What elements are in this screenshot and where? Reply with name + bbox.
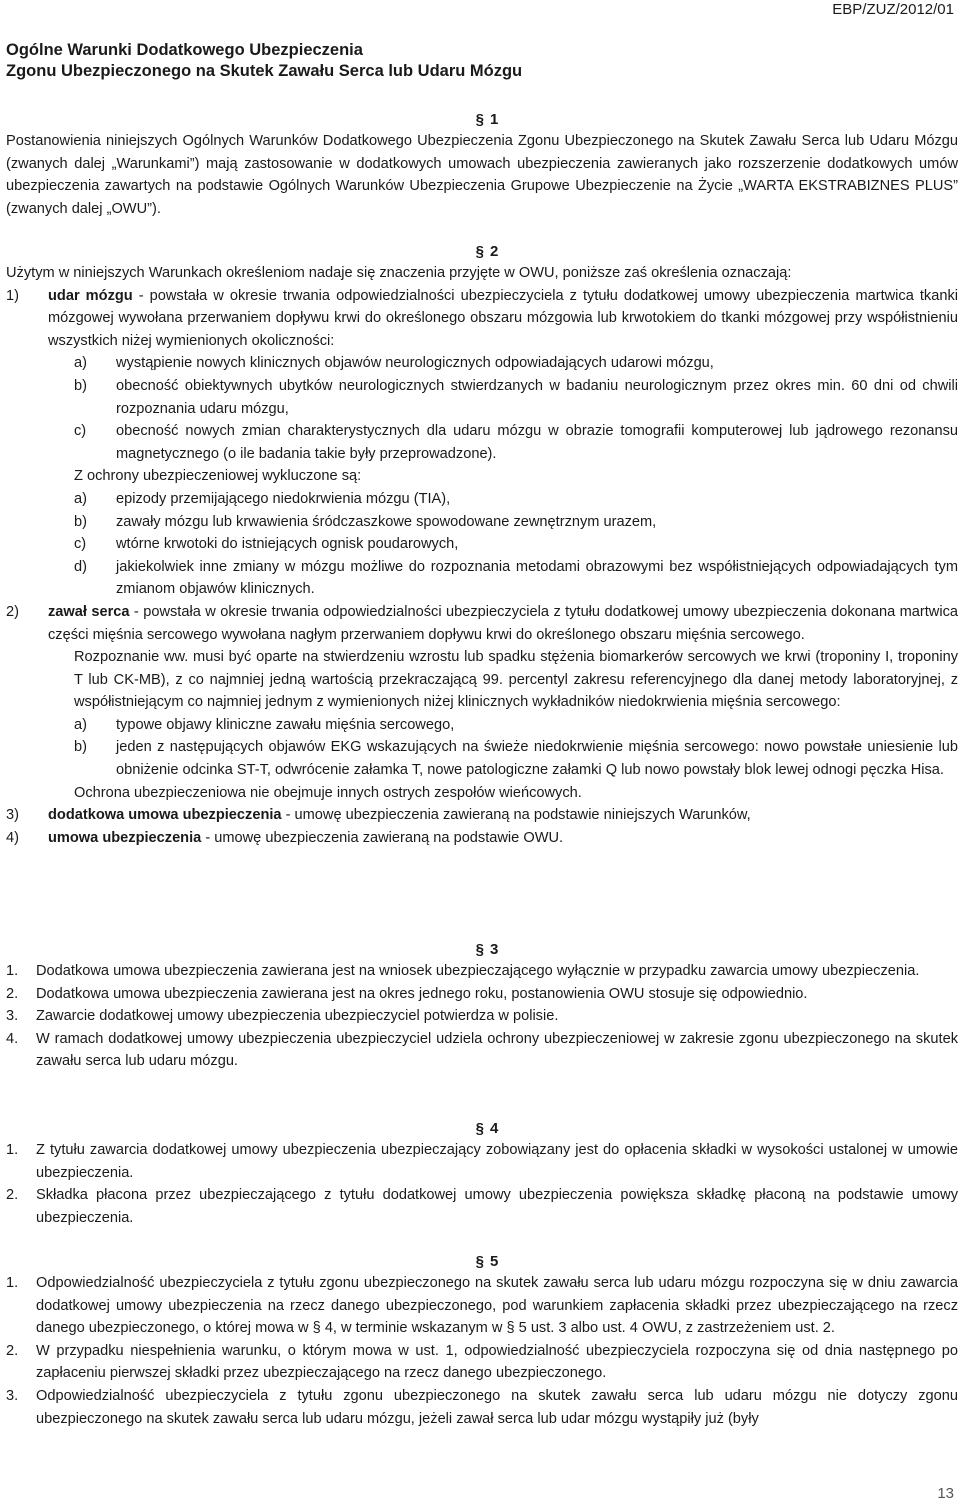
section-2 bbox=[6, 242, 958, 849]
section-paragraph: Postanowienia niniejszych Ogólnych Warunków Dodatkowego Ubezpieczenia Zgonu Ubezpieczonego na Skutek Zawału Serca lub Udaru Mózgu (zwanych dalej „Warunkami”) mają zastosowanie w dodatkowych umowach ubezpieczenia zawieranych jako rozszerzenie dodatkowych umów ubezpieczenia zawartych na podstawie Ogólnych Warunków Ubezpieczenia Grupowe Ubezpieczenie na Życie „WARTA EKSTRABIZNES PLUS” (zwanych dalej „OWU”). bbox=[6, 133, 958, 217]
section-heading bbox=[6, 940, 958, 960]
list-item: 2. Dodatkowa umowa ubezpieczenia zawierana jest na okres jednego roku, postanowienia OWU stosuje się odpowiednio. bbox=[6, 985, 808, 1002]
exclusions-intro: Z ochrony ubezpieczeniowej wykluczone są: bbox=[74, 468, 362, 485]
section-heading bbox=[6, 242, 958, 262]
condition-list bbox=[6, 352, 958, 465]
list-item: c) obecność nowych zmian charakterystycznych dla udaru mózgu w obrazie tomografii komputerowej lub jądrowego rezonansu magnetycznego (o ile badania takie były przeprowadzone). bbox=[74, 423, 958, 462]
section-number: 5 bbox=[490, 1253, 499, 1270]
document-code: EBP/ZUZ/2012/01 bbox=[832, 1, 954, 18]
section-3 bbox=[6, 940, 958, 1073]
list-item: 3. Zawarcie dodatkowej umowy ubezpieczenia ubezpieczyciel potwierdza w polisie. bbox=[6, 1008, 559, 1025]
title-line-1: Ogólne Warunki Dodatkowego Ubezpieczenia bbox=[6, 41, 363, 59]
definition-text: - powstała w okresie trwania odpowiedzialności ubezpieczyciela z tytułu dodatkowej umowy ubezpieczenia martwica tkanki mózgowej wywołana przerwaniem dopływu krwi do określonego obszaru mózgowia lub krwotokiem do tkanki mózgowej przy współistnieniu wszystkich niżej wymienionych okoliczności: bbox=[48, 287, 958, 349]
definition-item bbox=[6, 601, 958, 646]
section-heading bbox=[6, 1119, 958, 1139]
section-1 bbox=[6, 110, 958, 220]
list-item: 2. Składka płacona przez ubezpieczającego z tytułu dodatkowej umowy ubezpieczenia powiększa składkę płaconą na podstawie umowy ubezpieczenia. bbox=[6, 1187, 958, 1226]
definition-number: 1) bbox=[6, 287, 19, 304]
section-number: 2 bbox=[490, 243, 499, 260]
section-number: 3 bbox=[490, 941, 499, 958]
list-item: b) obecność obiektywnych ubytków neurologicznych stwierdzanych w badaniu neurologicznym przez okres min. 60 dni od chwili rozpoznania udaru mózgu, bbox=[74, 377, 958, 417]
section-4 bbox=[6, 1119, 958, 1229]
section-symbol: § bbox=[475, 1253, 484, 1270]
definition-term: udar mózgu bbox=[48, 287, 133, 304]
definition-number: 3) bbox=[6, 807, 19, 824]
list-item: 1. Odpowiedzialność ubezpieczyciela z tytułu zgonu ubezpieczonego na skutek zawału serca lub udaru mózgu rozpoczyna się w dniu zawarcia dodatkowej umowy ubezpieczenia na rzecz danego ubezpieczonego, pod warunkiem zapłacenia składki przez ubezpieczającego na rzecz danego ubezpieczonego, o której mowa w § 4, w terminie wskazanym w § 5 ust. 3 albo ust. 4 OWU, z zastrzeżeniem ust. 2. bbox=[6, 1275, 958, 1337]
list-item: c) wtórne krwotoki do istniejących ognisk poudarowych, bbox=[74, 536, 459, 553]
section-heading bbox=[6, 1252, 958, 1272]
section-intro: Użytym w niniejszych Warunkach określeniom nadaje się znaczenia przyjęte w OWU, poniższe zaś określenia oznaczają: bbox=[6, 265, 792, 281]
list-item: 2. W przypadku niespełnienia warunku, o którym mowa w ust. 1, odpowiedzialność ubezpieczyciela rozpoczyna się od dnia następnego po zapłaceniu pierwszej składki przez ubezpieczającego na rzecz danego ubezpieczonego. bbox=[6, 1342, 958, 1382]
diagnosis-paragraph: Rozpoznanie ww. musi być oparte na stwierdzeniu wzrostu lub spadku stężenia biomarkerów sercowych we krwi (troponiny I, troponiny T lub CK-MB), z co najmniej jedną wartością przekraczającą 99. percentyl zakresu referencyjnego dla danej metody laboratoryjnej, z współistniejącym co najmniej jednym z wymienionych niżej klinicznych wykładników niedokrwienia mięśnia sercowego: bbox=[74, 649, 958, 711]
definition-text: - powstała w okresie trwania odpowiedzialności ubezpieczyciela z tytułu dodatkowej umowy ubezpieczenia dokonana martwica części mięśnia sercowego wywołana nagłym przerwaniem dopływu krwi do określonego obszaru mięśnia sercowego. bbox=[48, 603, 959, 643]
definition-term: umowa ubezpieczenia bbox=[48, 829, 202, 846]
list-item: a) epizody przemijającego niedokrwienia mózgu (TIA), bbox=[74, 490, 451, 507]
definition-item bbox=[6, 827, 958, 850]
section-symbol: § bbox=[475, 111, 484, 128]
definition-term: zawał serca bbox=[48, 603, 130, 620]
section-5 bbox=[6, 1252, 958, 1430]
section-number: 4 bbox=[490, 1120, 499, 1137]
list-item: b) jeden z następujących objawów EKG wskazujących na świeże niedokrwienie mięśnia sercowego: nowo powstałe uniesienie lub obniżenie odcinka ST-T, odwrócenie załamka T, nowe patologiczne załamki Q lub nowo powstały blok lewej odnogi pęczka Hisa. bbox=[74, 739, 958, 779]
list-item: b) zawały mózgu lub krwawienia śródczaszkowe spowodowane zewnętrznym urazem, bbox=[74, 513, 657, 530]
definition-number: 2) bbox=[6, 603, 19, 620]
section-symbol: § bbox=[475, 1120, 484, 1137]
definition-item bbox=[6, 804, 958, 827]
section-heading bbox=[6, 110, 958, 130]
coverage-note: Ochrona ubezpieczeniowa nie obejmuje innych ostrych zespołów wieńcowych. bbox=[74, 784, 582, 801]
definition-text: - umowę ubezpieczenia zawieraną na podstawie niniejszych Warunków, bbox=[281, 807, 751, 824]
section-symbol: § bbox=[475, 941, 484, 958]
list-item: 4. W ramach dodatkowej umowy ubezpieczenia ubezpieczyciel udziela ochrony ubezpieczeniowej w zakresie zgonu ubezpieczonego na skutek zawału serca lub udaru mózgu. bbox=[6, 1030, 958, 1070]
document-title bbox=[6, 40, 806, 82]
page-number: 13 bbox=[937, 1485, 954, 1502]
criteria-list bbox=[6, 714, 958, 782]
section-symbol: § bbox=[475, 243, 484, 260]
section-number: 1 bbox=[490, 111, 499, 128]
definition-text: - umowę ubezpieczenia zawieraną na podstawie OWU. bbox=[201, 829, 564, 846]
list-item: 1. Z tytułu zawarcia dodatkowej umowy ubezpieczenia ubezpieczający zobowiązany jest do opłacenia składki w wysokości ustalonej w umowie ubezpieczenia. bbox=[6, 1142, 958, 1181]
definition-number: 4) bbox=[6, 829, 19, 846]
list-item: 1. Dodatkowa umowa ubezpieczenia zawierana jest na wniosek ubezpieczającego wyłącznie w przypadku zawarcia umowy ubezpieczenia. bbox=[6, 963, 920, 979]
definition-term: dodatkowa umowa ubezpieczenia bbox=[48, 807, 282, 824]
list-item: 3. Odpowiedzialność ubezpieczyciela z tytułu zgonu ubezpieczonego na skutek zawału serca lub udaru mózgu nie dotyczy zgonu ubezpieczonego na skutek zawału serca lub udaru mózgu, jeżeli zawał serca lub udar mózgu wystąpiły już (były bbox=[6, 1387, 958, 1427]
list-item: a) typowe objawy kliniczne zawału mięśnia sercowego, bbox=[74, 716, 455, 733]
list-item: d) jakiekolwiek inne zmiany w mózgu możliwe do rozpoznania metodami obrazowymi bez współistniejących odpowiadających tym zmianom objawów klinicznych. bbox=[74, 558, 958, 598]
exclusion-list bbox=[6, 488, 958, 601]
list-item: a) wystąpienie nowych klinicznych objawów neurologicznych odpowiadających udarowi mózgu, bbox=[74, 355, 714, 372]
definition-item bbox=[6, 285, 958, 353]
title-line-2: Zgonu Ubezpieczonego na Skutek Zawału Serca lub Udaru Mózgu bbox=[6, 62, 523, 80]
